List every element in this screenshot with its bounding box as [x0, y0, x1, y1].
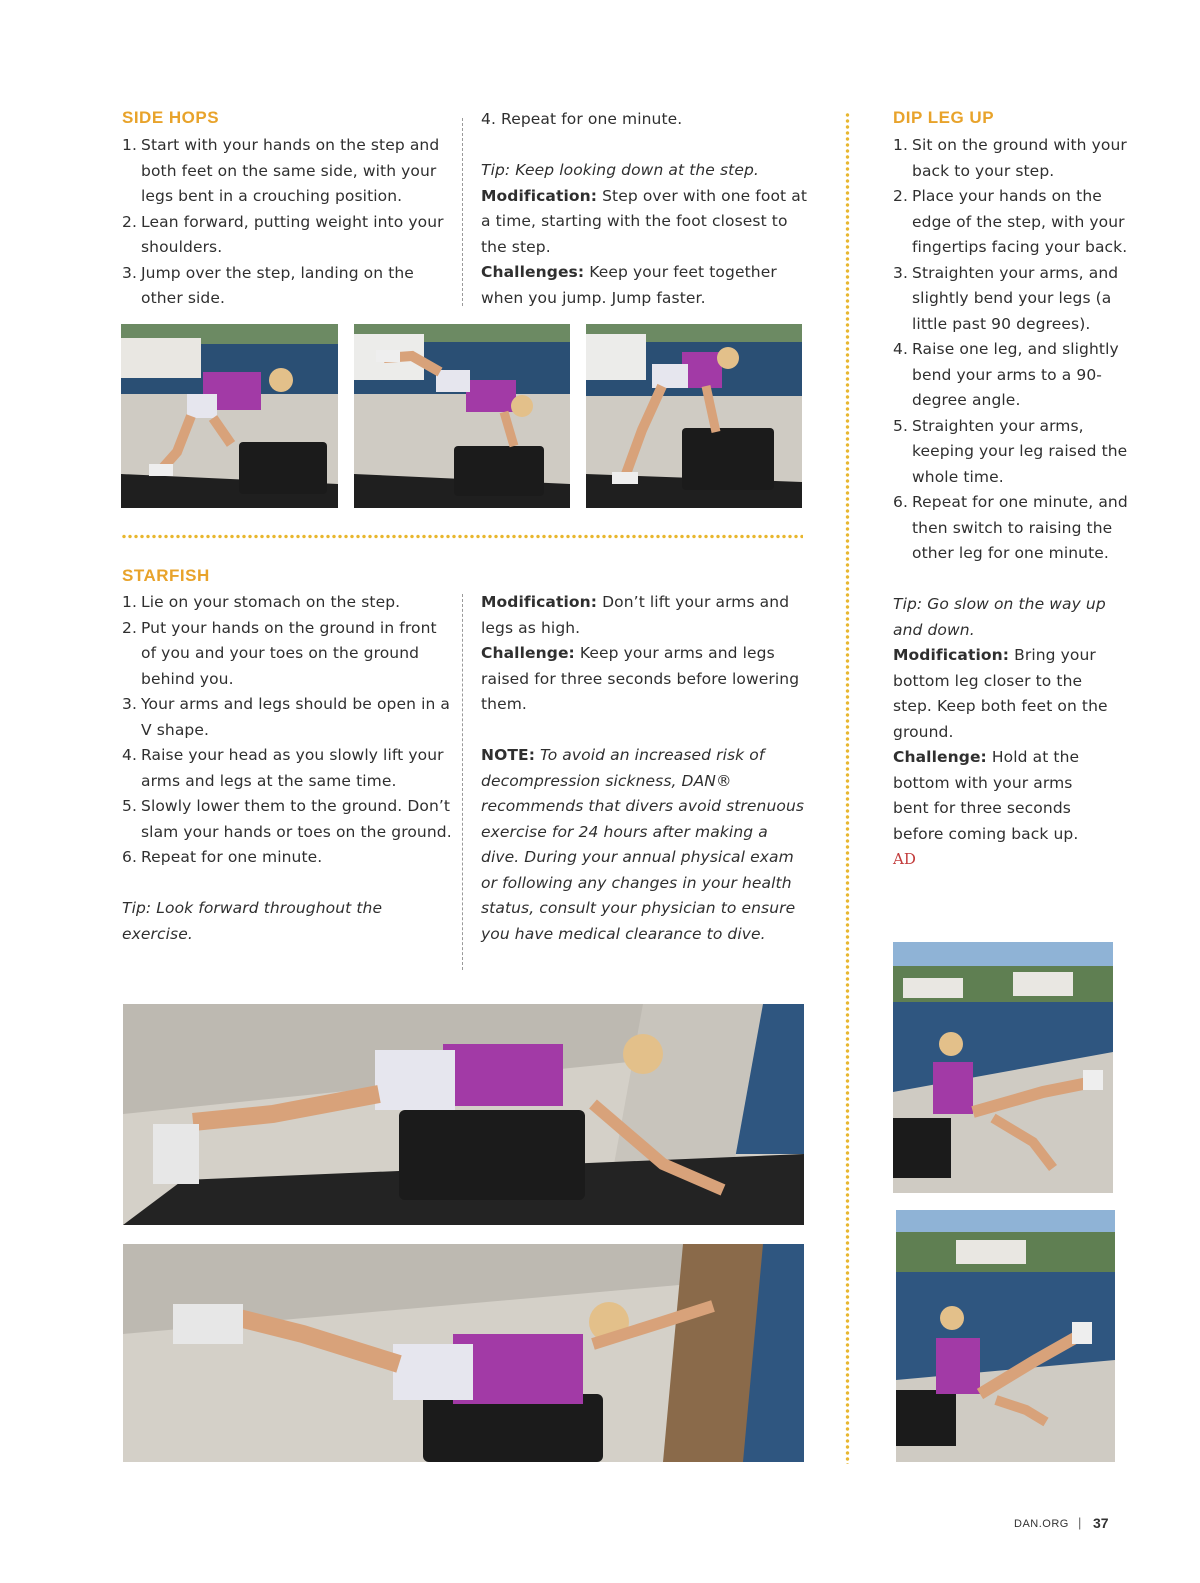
starfish-tip: Tip: Look forward throughout the exercise.	[122, 899, 383, 943]
dip-leg-up-photo-1	[893, 942, 1113, 1193]
starfish-note: NOTE: To avoid an increased risk of decompression sickness, DAN® recommends that divers avoid strenuous exercise for 24 hours after making a dive. During your annual physical exam or following any changes in your health status, consult your physician to ensure you have medical clearance to dive.	[481, 746, 805, 943]
list-item: 6. Repeat for one minute.	[122, 848, 323, 866]
list-item: 5. Straighten your arms, keeping your leg raised the whole time.	[893, 416, 1128, 486]
starfish-photo-2	[123, 1244, 804, 1462]
list-item: 4. Raise one leg, and slightly bend your arms to a 90-degree angle.	[893, 340, 1119, 409]
list-item: 3. Jump over the step, landing on the other side.	[122, 263, 414, 307]
side-hops-col2	[481, 107, 809, 311]
side-hops-photo-3	[586, 324, 802, 508]
list-item: 6. Repeat for one minute, and then switch to raising the other leg for one minute.	[893, 493, 1128, 562]
list-item: 4. Raise your head as you slowly lift your arms and legs at the same time.	[122, 746, 444, 790]
side-hops-steps-col1	[122, 133, 452, 312]
footer-separator: |	[1078, 1515, 1082, 1530]
article-end-mark: AD	[893, 850, 917, 868]
section-divider	[121, 534, 803, 539]
side-hops-tip: Tip: Keep looking down at the step.	[481, 161, 759, 179]
site-name: DAN.ORG	[1014, 1518, 1069, 1530]
side-hops-challenge: Challenges: Keep your feet together when you jump. Jump faster.	[481, 263, 777, 307]
dip-leg-up-photo-2	[896, 1210, 1115, 1462]
page-footer	[1014, 1513, 1134, 1533]
list-item: 2. Put your hands on the ground in front of you and your toes on the ground behind you.	[122, 618, 437, 688]
starfish-col2	[481, 590, 807, 947]
side-hops-photo-1	[121, 324, 338, 508]
list-item: 1. Start with your hands on the step and both feet on the same side, with your legs bent in a crouching position.	[122, 136, 440, 205]
list-item: 2. Lean forward, putting weight into your shoulders.	[122, 212, 444, 256]
side-hops-modification: Modification: Step over with one foot at a time, starting with the foot closest to the step.	[481, 186, 808, 256]
side-hops-photo-2	[354, 324, 570, 508]
list-item: 3. Straighten your arms, and slightly bend your legs (a little past 90 degrees).	[893, 263, 1119, 333]
starfish-title: STARFISH	[122, 566, 210, 585]
list-item: 5. Slowly lower them to the ground. Don’t slam your hands or toes on the ground.	[122, 797, 452, 841]
starfish-challenge: Challenge: Keep your arms and legs raised for three seconds before lowering them.	[481, 644, 800, 713]
dip-leg-up-tip: Tip: Go slow on the way up and down.	[893, 595, 1106, 639]
dip-leg-up-content	[893, 133, 1133, 873]
dip-leg-up-challenge: Challenge: Hold at the bottom with your arms bent for three seconds before coming back up. AD	[893, 748, 1080, 868]
page-number: 37	[1093, 1515, 1109, 1531]
list-item: 1. Sit on the ground with your back to your step.	[893, 136, 1127, 180]
list-item: 4. Repeat for one minute.	[481, 110, 683, 128]
starfish-photo-1	[123, 1004, 804, 1225]
starfish-modification: Modification: Don’t lift your arms and legs as high.	[481, 593, 790, 637]
starfish-steps-col1	[122, 590, 452, 947]
dip-leg-up-modification: Modification: Bring your bottom leg closer to the step. Keep both feet on the ground.	[893, 646, 1108, 741]
list-item: 1. Lie on your stomach on the step.	[122, 593, 401, 611]
column-divider	[462, 118, 463, 306]
sidebar-divider	[845, 112, 850, 1464]
list-item: 3. Your arms and legs should be open in a V shape.	[122, 695, 451, 739]
column-divider	[462, 594, 463, 970]
dip-leg-up-title: DIP LEG UP	[893, 108, 995, 127]
list-item: 2. Place your hands on the edge of the step, with your fingertips facing your back.	[893, 187, 1128, 256]
side-hops-title: SIDE HOPS	[122, 108, 220, 127]
